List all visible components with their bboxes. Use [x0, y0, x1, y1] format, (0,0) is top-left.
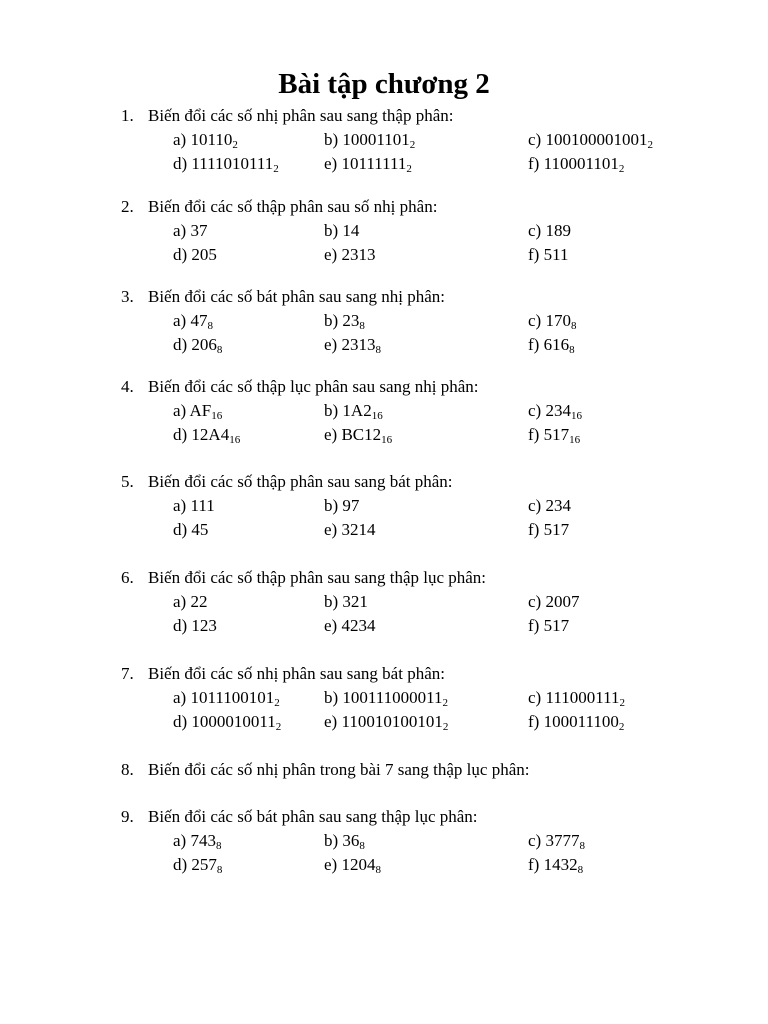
question-text: Biến đổi các số nhị phân sau sang bát phân:	[148, 664, 445, 683]
option-value: 97	[342, 496, 360, 515]
question-heading	[121, 196, 437, 218]
number-base-subscript: 2	[618, 721, 625, 733]
option-label: d)	[173, 425, 188, 444]
option-label: f)	[528, 425, 540, 444]
number-base-subscript: 2	[273, 163, 279, 175]
answer-option	[528, 830, 585, 852]
answer-option	[324, 687, 448, 709]
option-label: a)	[173, 130, 187, 149]
question-number: 2.	[121, 197, 134, 216]
option-value: 12A4	[191, 425, 230, 444]
answer-option	[173, 244, 217, 266]
option-value: 14	[342, 221, 360, 240]
number-base-subscript: 8	[359, 320, 365, 332]
option-label: f)	[528, 520, 540, 539]
option-label: b)	[324, 221, 339, 240]
number-base-subscript: 16	[569, 434, 581, 446]
option-label: c)	[528, 592, 542, 611]
number-base-subscript: 8	[569, 344, 575, 356]
number-base-subscript: 2	[618, 163, 625, 175]
answer-option	[324, 334, 381, 356]
option-label: c)	[528, 831, 542, 850]
option-value: 1111010111	[191, 154, 274, 173]
option-value: 22	[190, 592, 208, 611]
option-label: d)	[173, 335, 188, 354]
option-label: a)	[173, 311, 187, 330]
question-number: 7.	[121, 664, 134, 683]
option-label: b)	[324, 311, 339, 330]
answer-option	[173, 424, 240, 446]
question-heading	[121, 663, 445, 685]
option-value: 189	[545, 221, 571, 240]
question-heading	[121, 286, 445, 308]
answer-option	[324, 615, 375, 637]
option-label: f)	[528, 245, 540, 264]
option-label: c)	[528, 130, 542, 149]
answer-option	[173, 591, 207, 613]
option-value: 3214	[341, 520, 376, 539]
question-number: 8.	[121, 760, 134, 779]
option-value: 111000111	[545, 688, 620, 707]
option-value: BC12	[341, 425, 382, 444]
number-base-subscript: 8	[577, 864, 584, 876]
option-label: c)	[528, 221, 542, 240]
option-label: e)	[324, 616, 338, 635]
option-value: 36	[342, 831, 360, 850]
answer-option	[324, 854, 381, 876]
answer-option	[528, 711, 624, 733]
option-label: c)	[528, 311, 542, 330]
option-label: b)	[324, 688, 339, 707]
option-value: 205	[191, 245, 217, 264]
question-heading	[121, 105, 453, 127]
answer-option	[173, 854, 222, 876]
number-base-subscript: 2	[409, 139, 416, 151]
option-value: 10001101	[342, 130, 410, 149]
option-value: 100100001001	[545, 130, 648, 149]
option-label: b)	[324, 496, 339, 515]
option-value: 123	[191, 616, 217, 635]
number-base-subscript: 8	[207, 320, 213, 332]
number-base-subscript: 8	[579, 840, 585, 852]
option-label: e)	[324, 520, 338, 539]
answer-option	[324, 129, 415, 151]
option-label: e)	[324, 425, 338, 444]
answer-option	[528, 519, 569, 541]
option-value: 517	[543, 616, 570, 635]
option-value: AF	[189, 401, 212, 420]
answer-option	[324, 830, 365, 852]
option-value: 100111000011	[342, 688, 443, 707]
number-base-subscript: 2	[442, 721, 449, 733]
answer-option	[528, 244, 568, 266]
option-label: f)	[528, 154, 540, 173]
answer-option	[324, 244, 375, 266]
answer-option	[528, 615, 569, 637]
option-label: d)	[173, 855, 188, 874]
answer-option	[173, 615, 217, 637]
option-value: 23	[342, 311, 360, 330]
answer-option	[528, 334, 575, 356]
option-label: d)	[173, 245, 188, 264]
option-value: 743	[190, 831, 216, 850]
answer-option	[173, 310, 213, 332]
option-label: a)	[173, 592, 187, 611]
question-text: Biến đổi các số bát phân sau sang thập lục phân:	[148, 807, 478, 826]
question-number: 5.	[121, 472, 134, 491]
option-label: a)	[173, 496, 187, 515]
option-value: 1204	[341, 855, 376, 874]
question-number: 3.	[121, 287, 134, 306]
answer-option	[324, 424, 392, 446]
answer-option	[528, 424, 580, 446]
answer-option	[324, 310, 365, 332]
question-text: Biến đổi các số nhị phân trong bài 7 sang thập lục phân:	[148, 760, 530, 779]
option-value: 110001101	[543, 154, 619, 173]
answer-option	[528, 591, 579, 613]
question-text: Biến đổi các số thập phân sau sang thập lục phân:	[148, 568, 487, 587]
answer-option	[528, 310, 576, 332]
option-label: e)	[324, 335, 338, 354]
number-base-subscript: 2	[442, 697, 449, 709]
answer-option	[173, 334, 222, 356]
number-base-subscript: 16	[371, 410, 383, 422]
question-heading	[121, 759, 529, 781]
option-value: 10110	[190, 130, 233, 149]
option-label: e)	[324, 712, 338, 731]
option-value: 234	[545, 496, 571, 515]
number-base-subscript: 8	[216, 344, 223, 356]
option-value: 110010100101	[341, 712, 443, 731]
option-value: 170	[545, 311, 571, 330]
option-label: c)	[528, 496, 542, 515]
answer-option	[324, 220, 359, 242]
option-label: b)	[324, 401, 339, 420]
number-base-subscript: 2	[274, 697, 280, 709]
answer-option	[173, 711, 281, 733]
number-base-subscript: 8	[359, 840, 365, 852]
option-label: a)	[173, 688, 187, 707]
option-value: 3777	[545, 831, 580, 850]
question-number: 9.	[121, 807, 134, 826]
question-heading	[121, 567, 486, 589]
option-value: 1011100101	[190, 688, 275, 707]
number-base-subscript: 16	[381, 434, 393, 446]
answer-option	[528, 400, 582, 422]
number-base-subscript: 2	[647, 139, 653, 151]
option-label: f)	[528, 335, 540, 354]
answer-option	[173, 220, 207, 242]
option-value: 1000010011	[191, 712, 276, 731]
number-base-subscript: 2	[406, 163, 412, 175]
number-base-subscript: 16	[211, 410, 223, 422]
answer-option	[173, 830, 221, 852]
option-label: d)	[173, 154, 188, 173]
answer-option	[528, 220, 571, 242]
option-label: a)	[173, 831, 187, 850]
number-base-subscript: 2	[619, 697, 625, 709]
option-value: 2313	[341, 335, 376, 354]
answer-option	[173, 400, 222, 422]
number-base-subscript: 8	[375, 344, 381, 356]
number-base-subscript: 8	[216, 864, 223, 876]
option-label: a)	[173, 401, 187, 420]
answer-option	[173, 687, 280, 709]
page-title: Bài tập chương 2	[278, 68, 490, 100]
option-label: c)	[528, 688, 542, 707]
number-base-subscript: 16	[229, 434, 241, 446]
option-label: d)	[173, 712, 188, 731]
option-label: f)	[528, 616, 540, 635]
option-value: 1432	[543, 855, 578, 874]
question-text: Biến đổi các số thập phân sau sang bát phân:	[148, 472, 453, 491]
option-value: 1A2	[342, 401, 372, 420]
answer-option	[528, 854, 583, 876]
option-value: 10111111	[341, 154, 407, 173]
option-label: b)	[324, 130, 339, 149]
number-base-subscript: 8	[570, 320, 577, 332]
option-label: f)	[528, 855, 540, 874]
option-label: d)	[173, 616, 188, 635]
option-value: 321	[342, 592, 368, 611]
answer-option	[173, 153, 279, 175]
question-text: Biến đổi các số nhị phân sau sang thập phân:	[148, 106, 454, 125]
option-value: 47	[190, 311, 208, 330]
question-heading	[121, 806, 478, 828]
answer-option	[528, 495, 571, 517]
question-number: 6.	[121, 568, 134, 587]
question-number: 4.	[121, 377, 134, 396]
option-value: 37	[190, 221, 208, 240]
option-label: e)	[324, 855, 338, 874]
answer-option	[528, 153, 624, 175]
option-value: 616	[543, 335, 570, 354]
number-base-subscript: 2	[232, 139, 238, 151]
answer-option	[324, 495, 359, 517]
option-label: a)	[173, 221, 187, 240]
option-value: 45	[191, 520, 209, 539]
option-value: 517	[543, 520, 570, 539]
number-base-subscript: 2	[275, 721, 282, 733]
option-value: 111	[190, 496, 215, 515]
option-value: 100011100	[543, 712, 619, 731]
option-value: 206	[191, 335, 217, 354]
answer-option	[173, 495, 215, 517]
option-value: 234	[545, 401, 571, 420]
number-base-subscript: 8	[375, 864, 381, 876]
answer-option	[324, 400, 383, 422]
option-value: 2007	[545, 592, 580, 611]
number-base-subscript: 8	[215, 840, 222, 852]
option-label: e)	[324, 154, 338, 173]
question-text: Biến đổi các số thập phân sau số nhị phân:	[148, 197, 438, 216]
option-label: c)	[528, 401, 542, 420]
option-value: 517	[543, 425, 570, 444]
question-heading	[121, 376, 478, 398]
option-label: d)	[173, 520, 188, 539]
option-value: 257	[191, 855, 217, 874]
option-value: 4234	[341, 616, 376, 635]
number-base-subscript: 16	[570, 410, 582, 422]
question-heading	[121, 471, 453, 493]
answer-option	[173, 519, 208, 541]
answer-option	[173, 129, 238, 151]
question-text: Biến đổi các số bát phân sau sang nhị phân:	[148, 287, 445, 306]
answer-option	[324, 153, 412, 175]
option-value: 511	[543, 245, 569, 264]
option-label: e)	[324, 245, 338, 264]
answer-option	[324, 591, 368, 613]
answer-option	[324, 711, 448, 733]
answer-option	[528, 129, 653, 151]
option-label: f)	[528, 712, 540, 731]
question-text: Biến đổi các số thập lục phân sau sang nhị phân:	[148, 377, 479, 396]
option-label: b)	[324, 592, 339, 611]
option-value: 2313	[341, 245, 376, 264]
answer-option	[324, 519, 375, 541]
question-number: 1.	[121, 106, 134, 125]
option-label: b)	[324, 831, 339, 850]
answer-option	[528, 687, 625, 709]
